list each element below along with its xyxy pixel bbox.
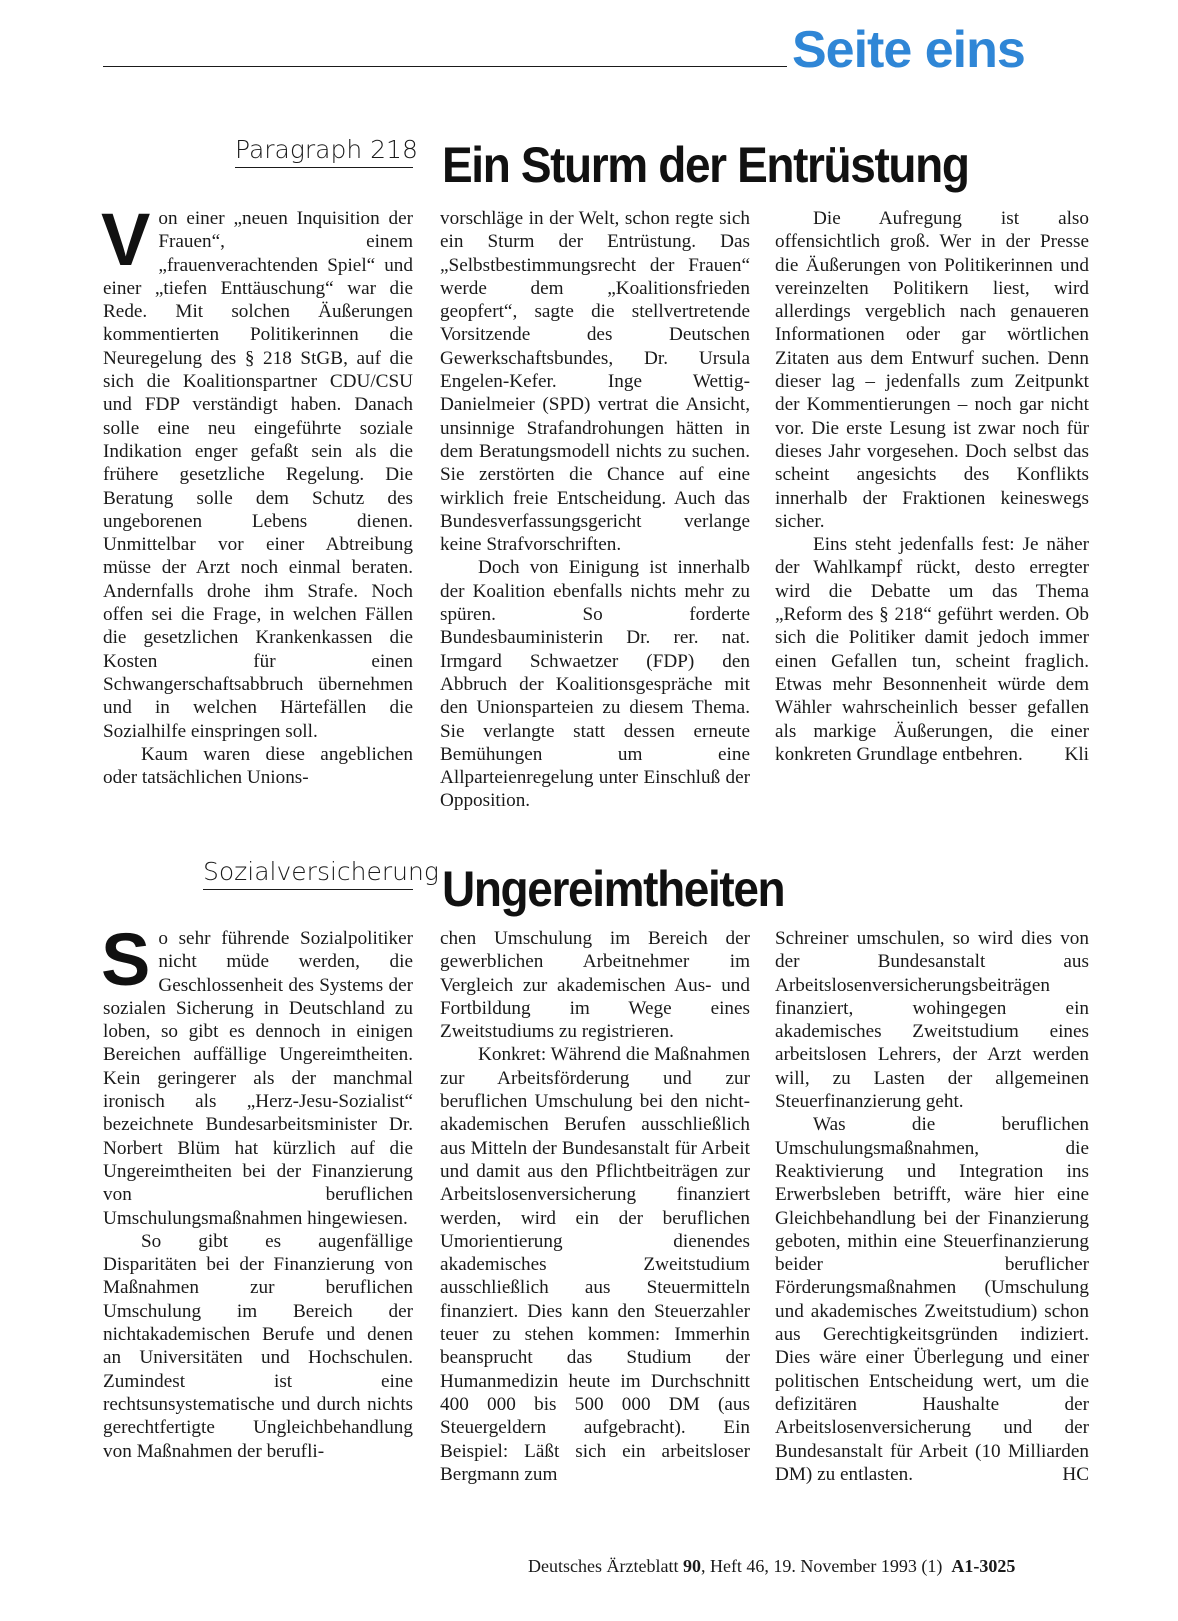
- footer-journal: Deutsches Ärzteblatt: [528, 1556, 679, 1576]
- article1-signature: Kli: [1064, 743, 1089, 765]
- article1-column-2: [440, 207, 750, 813]
- article2-dropcap: S: [101, 918, 151, 1001]
- article1-column-3: [775, 207, 1089, 766]
- article1-column-1: [101, 198, 413, 789]
- article1-col3-text: Eins steht jedenfalls fest: Je näher der Wahlkampf rückt, desto erregter wird die Debatte um das Thema „Reform des § 218“ geführt werden. Ob sich die Politiker damit jedoch immer einen Gefallen tun, scheint fraglich. Etwas mehr Besonnenheit würde dem Wähler wahrscheinlich besser gefallen als markige Äußerungen, die einer konkreten Grundlage entbehren.: [775, 534, 1089, 765]
- article1-rubric: Paragraph 218: [235, 136, 413, 168]
- article2-column-3: [775, 927, 1089, 1486]
- article2-col2-paragraph-2: Konkret: Während die Maßnahmen zur Arbeitsförderung und zur beruflichen Umschulung bei den nicht-akademischen Berufen ausschließlich aus Mitteln der Bundesanstalt für Arbeit und damit aus den Pflichtbeiträgen zur Arbeitslosenversicherung finanziert werden, wird ein der beruflichen Umorientierung dienendes akademisches Zweitstudium ausschließlich aus Steuermitteln finanziert. Dies kann den Steuerzahler teuer zu stehen kommen: Immerhin beansprucht das Studium der Humanmedizin heute im Durchschnitt 400 000 bis 500 000 DM (aus Steuergeldern aufgebracht). Ein Beispiel: Läßt sich ein arbeitsloser Bergmann zum: [440, 1044, 750, 1485]
- page-footer: [528, 1556, 1015, 1577]
- article2-headline: Ungereimtheiten: [442, 861, 785, 917]
- article2-col1-paragraph-2: So gibt es augenfällige Disparitäten bei der Finanzierung von Maßnahmen zur beruflichen Umschulung im Bereich der nichtakademischen Berufe und denen an Universitäten und Hochschulen. Zumindest ist eine rechtsunsystematische und durch nichts gerechtfertigte Ungleichbehandlung von Maßnahmen der berufli-: [103, 1230, 413, 1462]
- article2-column-1: [101, 918, 413, 1463]
- article1-col3-paragraph-1: Die Aufregung ist also offensichtlich groß. Wer in der Presse die Äußerungen von Politikerinnen und vereinzelten Politikern liest, wird allerdings vergeblich nach genaueren Informationen oder gar wörtlichen Zitaten aus dem Entwurf suchen. Denn dieser lag – jedenfalls zum Zeitpunkt der Kommentierungen – noch gar nicht vor. Die erste Lesung ist zwar noch für dieses Jahr vorgesehen. Doch selbst das scheint angesichts des Konflikts innerhalb der Fraktionen keineswegs sicher.: [775, 208, 1089, 532]
- article2-col3-paragraph-2: [775, 1113, 1089, 1486]
- header-rule: [103, 66, 787, 67]
- article1-headline: Ein Sturm der Entrüstung: [442, 137, 969, 193]
- article1-col1-paragraph-2: Kaum waren diese angeblichen oder tatsächlichen Unions-: [103, 743, 413, 789]
- article1-col2-paragraph-1: vorschläge in der Welt, schon regte sich ein Sturm der Entrüstung. Das „Selbstbestimmungsrecht der Frauen“ werde dem „Koalitionsfrieden geopfert“, sagte die stellvertretende Vorsitzende des Deutschen Gewerkschaftsbundes, Dr. Ursula Engelen-Kefer. Inge Wettig-Danielmeier (SPD) vertrat die Ansicht, unsinnige Strafandrohungen hätten in dem Beratungsmodell nichts zu suchen. Sie zerstörten die Chance auf eine wirklich freie Entscheidung. Auch das Bundesverfassungsgericht verlange keine Strafvorschriften.: [440, 208, 750, 556]
- article1-col1-paragraph-1: on einer „neuen Inquisition der Frauen“, einem „frauenverachtenden Spiel“ und einer „tiefen Enttäuschung“ war die Rede. Mit solchen Äußerungen kommentierten Politikerinnen die Neuregelung des § 218 StGB, auf die sich die Koalitionspartner CDU/CSU und FDP verständigt haben. Danach solle eine neu eingeführte soziale Indikation enger gefaßt sein als die frühere gesetzliche Regelung. Die Beratung solle dem Schutz des ungeborenen Lebens dienen. Unmittelbar vor einer Abtreibung müsse der Arzt noch einmal beraten. Andernfalls drohe ihm Strafe. Noch offen sei die Frage, in welchen Fällen die gesetzlichen Krankenkassen die Kosten für einen Schwangerschaftsabbruch übernehmen und in welchen Härtefällen die Sozialhilfe einspringen soll.: [103, 208, 413, 742]
- article2-col1-paragraph-1: o sehr führende Sozialpolitiker nicht müde werden, die Geschlossenheit des Systems der sozialen Sicherung in Deutschland zu loben, so gibt es dennoch in einigen Bereichen auffällige Ungereimtheiten. Kein geringerer als der manchmal ironisch als „Herz-Jesu-Sozialist“ bezeichnete Bundesarbeitsminister Dr. Norbert Blüm hat kürzlich auf die Ungereimtheiten bei der Finanzierung von beruflichen Umschulungsmaßnahmen hingewiesen.: [103, 928, 413, 1229]
- article1-dropcap: V: [101, 198, 151, 281]
- article2-signature: HC: [1062, 1463, 1089, 1485]
- article1-col3-paragraph-2: [775, 533, 1089, 766]
- article2-col3-paragraph-1: Schreiner umschulen, so wird dies von der Bundesanstalt aus Arbeitslosenversicherungsbeiträgen finanziert, wohingegen ein akademisches Zweitstudium eines arbeitslosen Lehrers, der Arzt werden will, zu Lasten der allgemeinen Steuerfinanzierung geht.: [775, 928, 1089, 1113]
- section-title: Seite eins: [792, 21, 1025, 79]
- article2-rubric: Sozialversicherung: [203, 858, 413, 890]
- article1-col2-paragraph-2: Doch von Einigung ist innerhalb der Koalition ebenfalls nichts mehr zu spüren. So forderte Bundesbauministerin Dr. rer. nat. Irmgard Schwaetzer (FDP) den Abbruch der Koalitionsgespräche mit den Unionsparteien zu diesem Thema. Sie verlangte statt dessen erneute Bemühungen um eine Allparteienregelung unter Einschluß der Opposition.: [440, 557, 750, 812]
- article2-col3-text: Was die beruflichen Umschulungsmaßnahmen, die Reaktivierung und Integration ins Erwerbsleben betrifft, wäre hier eine Gleichbehandlung bei der Finanzierung geboten, mithin eine Steuerfinanzierung beider beruflicher Förderungsmaßnahmen (Umschulung und akademisches Zweitstudium) schon aus Gerechtigkeitsgründen indiziert. Dies wäre einer Überlegung und einer politischen Entscheidung wert, um die defizitären Haushalte der Arbeitslosenversicherung und der Bundesanstalt für Arbeit (10 Milliarden DM) zu entlasten.: [775, 1114, 1089, 1485]
- footer-issue-date: , Heft 46, 19. November 1993 (1): [700, 1556, 943, 1576]
- article2-column-2: [440, 927, 750, 1486]
- footer-page-number: A1-3025: [951, 1556, 1016, 1576]
- article2-col2-paragraph-1: chen Umschulung im Bereich der gewerblichen Arbeitnehmer im Vergleich zur akademischen Aus- und Fortbildung im Wege eines Zweitstudiums zu registrieren.: [440, 928, 750, 1043]
- footer-volume: 90: [682, 1556, 701, 1576]
